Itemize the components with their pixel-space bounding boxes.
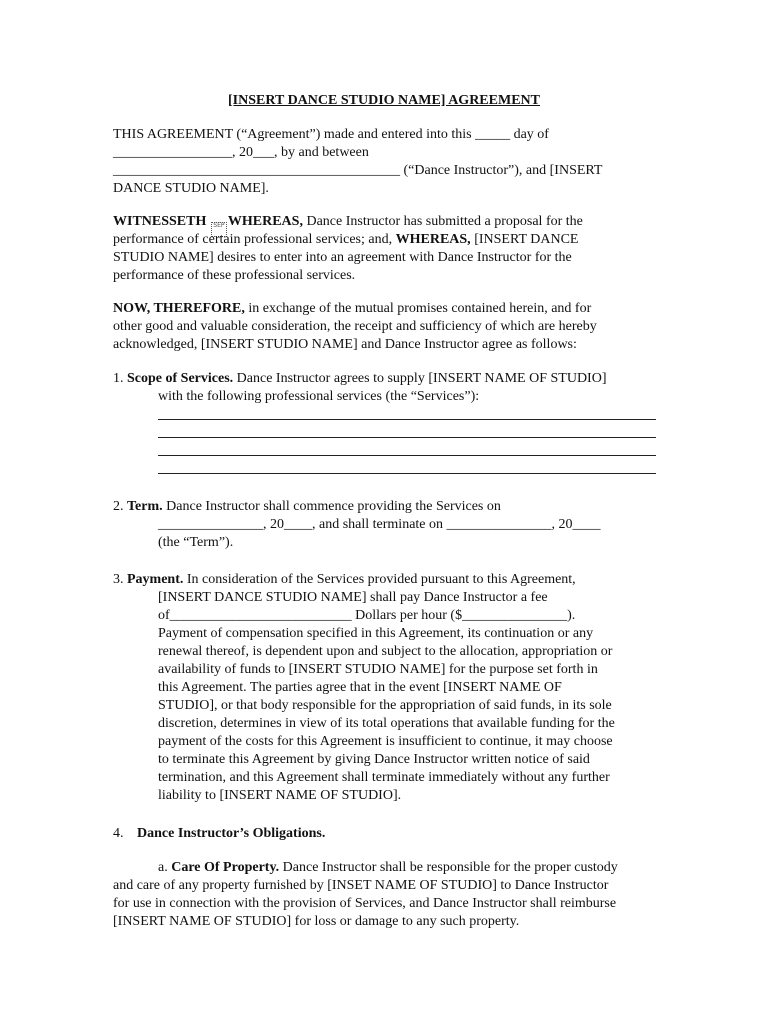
section-3-text-1: In consideration of the Services provided pursuant to this Agreement, <box>183 572 576 587</box>
section-3-line: [INSERT DANCE STUDIO NAME] shall pay Dance Instructor a fee <box>158 590 548 605</box>
section-2-line-2: _______________, 20____, and shall terminate on _______________, 20____ <box>158 517 601 532</box>
section-4a-prefix: a. <box>158 860 172 875</box>
intro-line-1: THIS AGREEMENT (“Agreement”) made and entered into this _____ day of <box>113 127 549 142</box>
separator-icon: SEP <box>211 222 227 237</box>
section-2-number: 2. <box>113 499 124 514</box>
witnesseth-text-2b: [INSERT DANCE <box>470 232 579 247</box>
now-therefore-line-2: other good and valuable consideration, the receipt and sufficiency of which are hereby <box>113 319 597 334</box>
section-4a-line-3: for use in connection with the provision of Services, and Dance Instructor shall reimburse <box>113 896 617 911</box>
section-4-number: 4. <box>113 826 124 841</box>
section-4-heading <box>137 825 658 843</box>
section-2-text-1: Dance Instructor shall commence providing the Services on <box>162 499 501 514</box>
section-2-label: Term. <box>127 499 163 514</box>
intro-line-4: DANCE STUDIO NAME]. <box>113 181 269 196</box>
section-1-text-1: Dance Instructor agrees to supply [INSERT NAME OF STUDIO] <box>233 371 607 386</box>
section-3-line: discretion, determines in view of its total operations that available funding for the <box>158 716 615 731</box>
section-3-label: Payment. <box>127 572 184 587</box>
section-3-line: to terminate this Agreement by giving Dance Instructor written notice of said <box>158 752 590 767</box>
section-1-number: 1. <box>113 371 124 386</box>
now-therefore-label: NOW, THEREFORE, <box>113 301 245 316</box>
section-3-line: availability of funds to [INSERT STUDIO NAME] for the purpose set forth in <box>158 662 598 677</box>
witnesseth-text-1: Dance Instructor has submitted a proposal for the <box>302 214 583 229</box>
section-2-line-1 <box>127 498 658 516</box>
witnesseth-line-3: STUDIO NAME] desires to enter into an agreement with Dance Instructor for the <box>113 250 572 265</box>
whereas-label-2: WHEREAS, <box>395 232 471 247</box>
section-3-line: payment of the costs for this Agreement is insufficient to continue, it may choose <box>158 734 613 749</box>
section-3-line: Payment of compensation specified in this Agreement, its continuation or any <box>158 626 594 641</box>
section-3-line: STUDIO], or that body responsible for the appropriation of said funds, in its sole <box>158 698 612 713</box>
section-1-line-2: with the following professional services (the “Services”): <box>158 389 480 404</box>
section-3-line: liability to [INSERT NAME OF STUDIO]. <box>158 788 402 803</box>
document-title: [INSERT DANCE STUDIO NAME] AGREEMENT <box>228 93 540 108</box>
blank-line <box>158 473 656 474</box>
now-therefore-text-1: in exchange of the mutual promises contained herein, and for <box>244 301 592 316</box>
section-3-line: this Agreement. The parties agree that in the event [INSERT NAME OF <box>158 680 562 695</box>
section-3-line: renewal thereof, is dependent upon and subject to the allocation, appropriation or <box>158 644 613 659</box>
section-1-label: Scope of Services. <box>127 371 234 386</box>
section-3-line: termination, and this Agreement shall terminate immediately without any further <box>158 770 610 785</box>
witnesseth-text-2a: performance of certain professional services; and, <box>113 232 396 247</box>
section-4a-text-1: Dance Instructor shall be responsible for the proper custody <box>279 860 618 875</box>
blank-line <box>158 455 656 456</box>
section-4a-line-4: [INSERT NAME OF STUDIO] for loss or damage to any such property. <box>113 914 520 929</box>
now-therefore-line-3: acknowledged, [INSERT STUDIO NAME] and Dance Instructor agree as follows: <box>113 337 577 352</box>
section-1-line-1 <box>127 370 658 388</box>
section-4a-label: Care Of Property. <box>171 860 280 875</box>
section-3-line-1 <box>127 571 658 589</box>
section-4-label: Dance Instructor’s Obligations. <box>137 826 326 841</box>
now-therefore-line-1 <box>113 300 658 318</box>
section-4a-line-2: and care of any property furnished by [INSET NAME OF STUDIO] to Dance Instructor <box>113 878 609 893</box>
whereas-label-1: WHEREAS, <box>227 214 303 229</box>
blank-line <box>158 437 656 438</box>
intro-line-2: _________________, 20___, by and between <box>113 145 369 160</box>
section-4a-line-1 <box>158 859 658 877</box>
intro-line-3: _________________________________________ (“Dance Instructor”), and [INSERT <box>113 163 603 178</box>
witnesseth-line-4: performance of these professional services. <box>113 268 356 283</box>
witnesseth-line-2 <box>113 231 658 249</box>
section-3-number: 3. <box>113 572 124 587</box>
blank-line <box>158 419 656 420</box>
section-2-line-3: (the “Term”). <box>158 535 234 550</box>
witnesseth-label: WITNESSETH <box>113 214 207 229</box>
section-3-line: of__________________________ Dollars per hour ($_______________). <box>158 608 576 623</box>
